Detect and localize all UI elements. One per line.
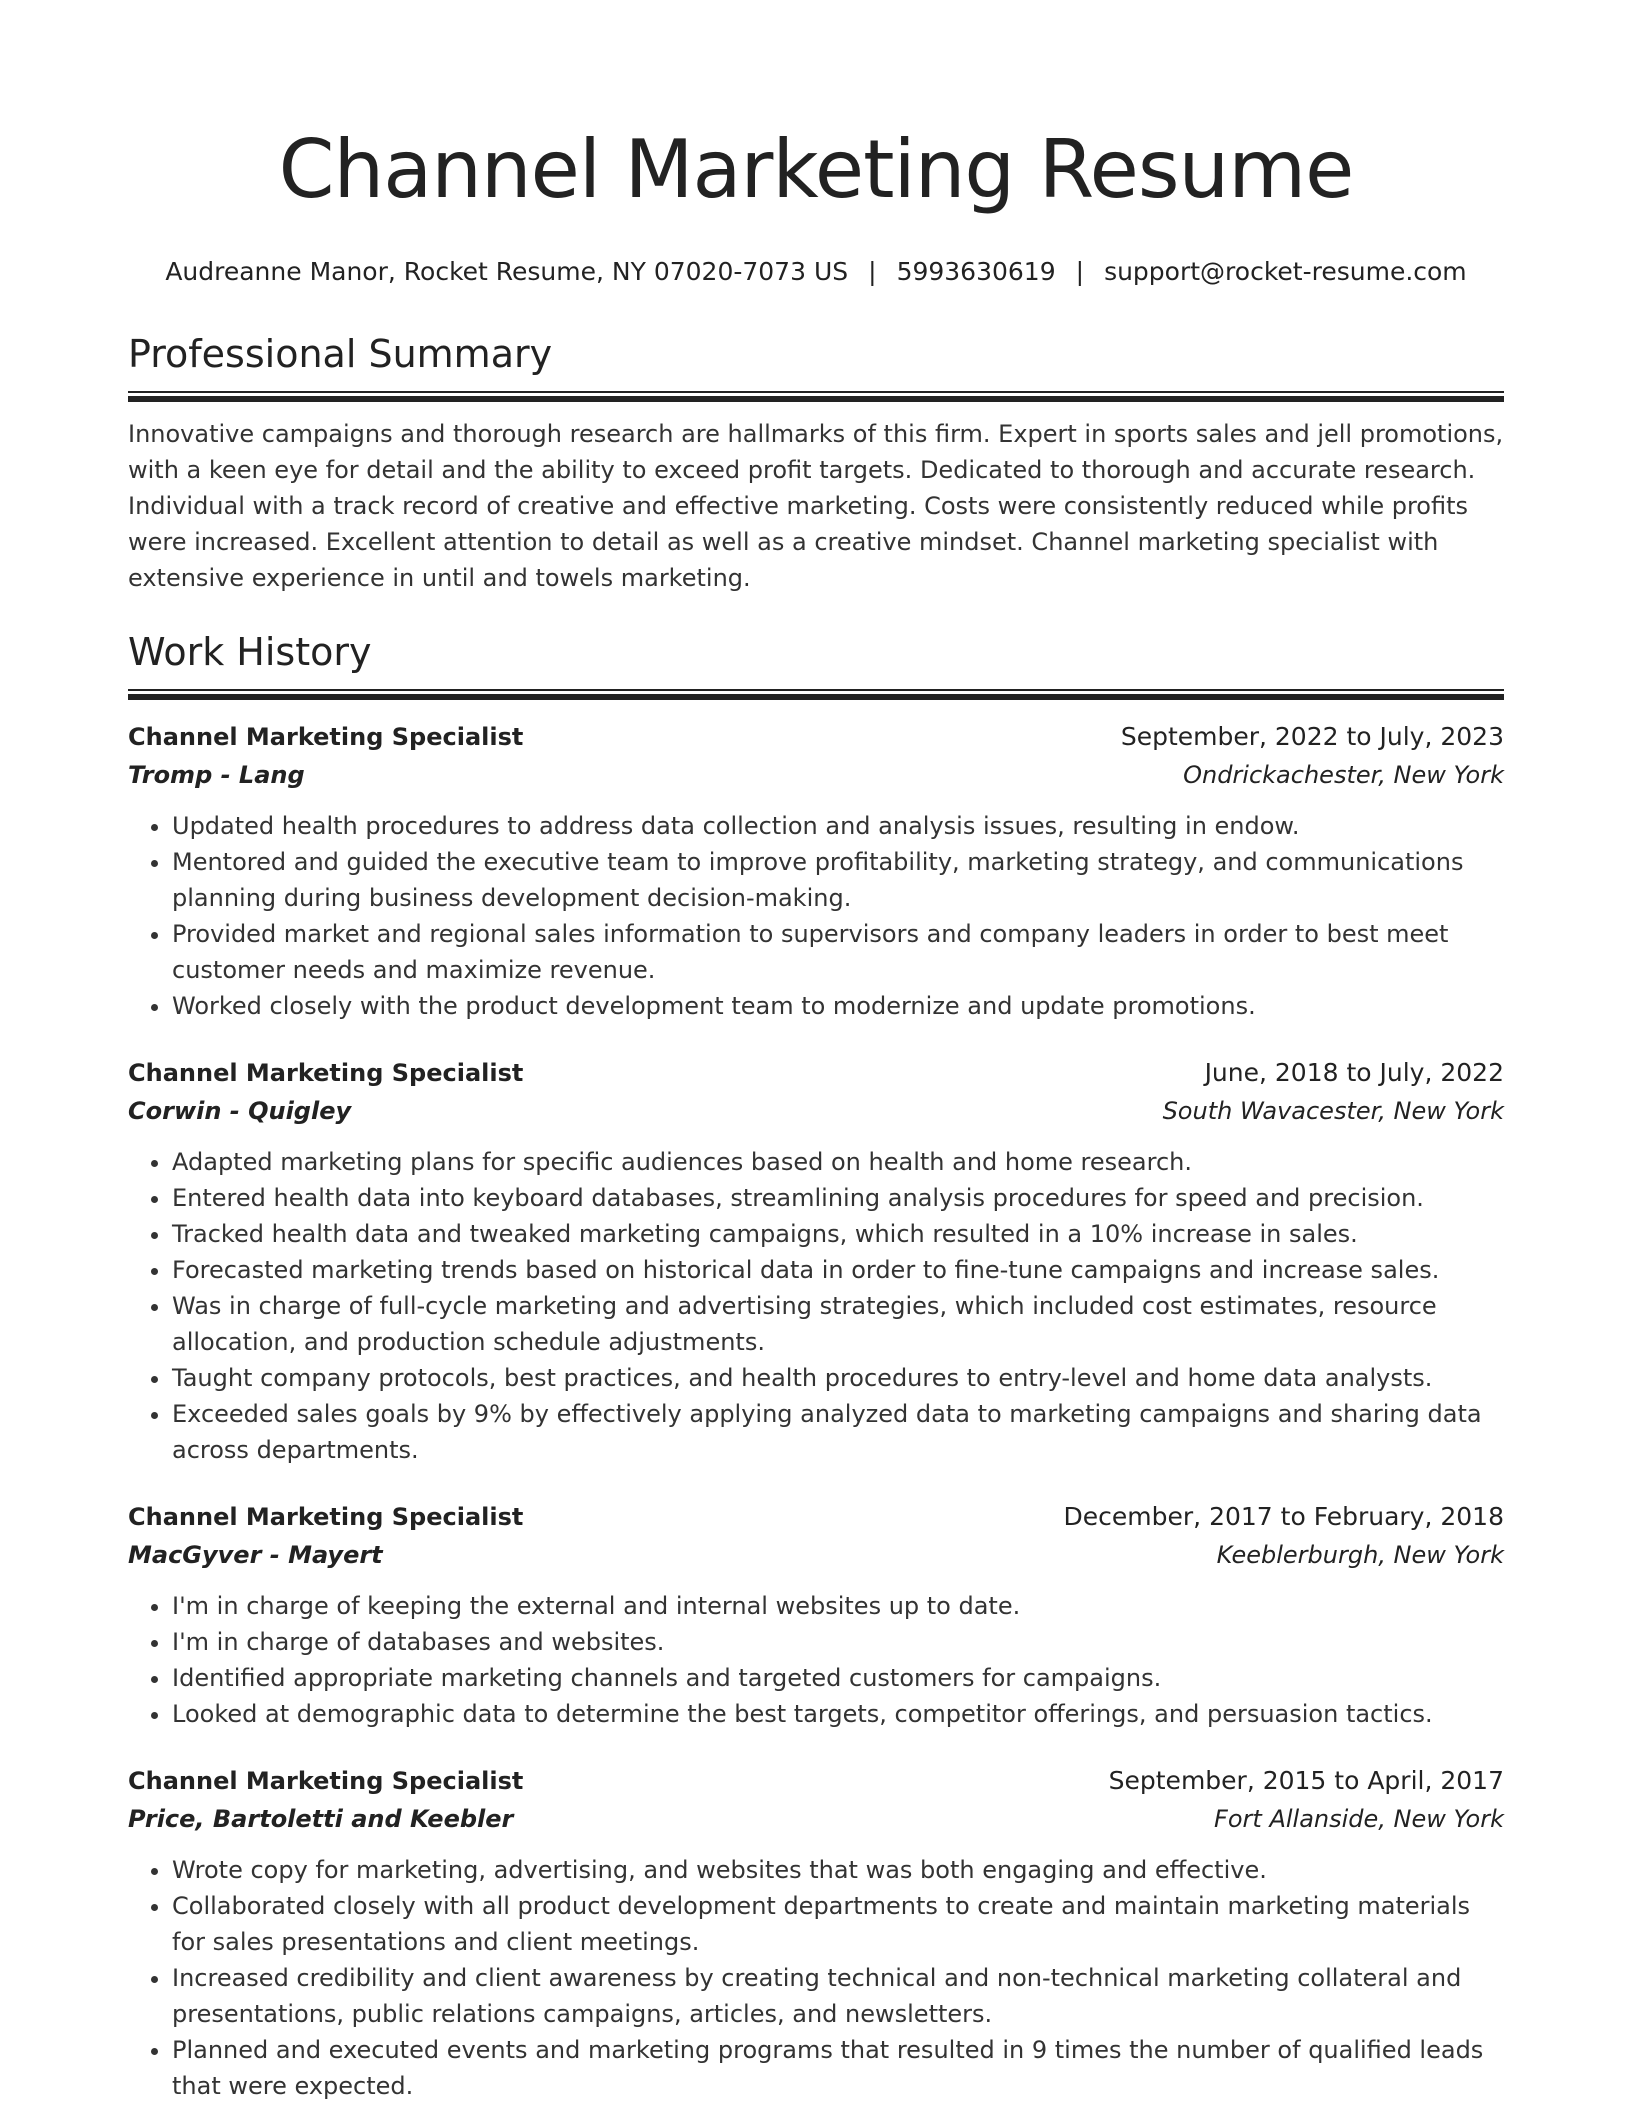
job-bullet: • Exceeded sales goals by 9% by effectively applying analyzed data to marketing campaigns and sharing data across departments. [172, 1396, 1504, 1468]
job-title: Channel Marketing Specialist [128, 723, 524, 751]
section-divider [128, 689, 1504, 700]
job-title: Channel Marketing Specialist [128, 1767, 524, 1795]
job-company: Price, Bartoletti and Keebler [128, 1805, 514, 1833]
job-bullet: • I'm in charge of databases and websites. [172, 1624, 1504, 1660]
job-entry [128, 718, 1504, 1024]
job-company: MacGyver - Mayert [128, 1541, 383, 1569]
contact-line [128, 256, 1504, 288]
job-subheader [128, 756, 1504, 794]
job-bullet: • Was in charge of full-cycle marketing and advertising strategies, which included cost estimates, resource allocation, and production schedule adjustments. [172, 1288, 1504, 1360]
job-bullet: • Mentored and guided the executive team to improve profitability, marketing strategy, and communications planning during business development decision-making. [172, 844, 1504, 916]
job-header [128, 1762, 1504, 1800]
job-company: Corwin - Quigley [128, 1097, 352, 1125]
job-bullet: • Adapted marketing plans for specific audiences based on health and home research. [172, 1144, 1504, 1180]
job-subheader [128, 1800, 1504, 1838]
job-location: Ondrickachester, New York [1183, 761, 1504, 789]
job-title: Channel Marketing Specialist [128, 1503, 524, 1531]
job-bullet: • Worked closely with the product development team to modernize and update promotions. [172, 988, 1504, 1024]
job-bullets [128, 1588, 1504, 1732]
job-bullet: • Provided market and regional sales information to supervisors and company leaders in order to best meet customer needs and maximize revenue. [172, 916, 1504, 988]
job-bullets [128, 1144, 1504, 1468]
job-location: Fort Allanside, New York [1214, 1805, 1504, 1833]
contact-phone: 5993630619 [896, 257, 1056, 286]
summary-text: Innovative campaigns and thorough research are hallmarks of this firm. Expert in sports sales and jell promotions, with a keen eye for detail and the ability to exceed profit targets. Dedicated to thorough and accurate research. Individual with a track record of creative and effective marketing. Costs were consistently reduced while profits were increased. Excellent attention to detail as well as a creative mindset. Channel marketing specialist with extensive experience in until and towels marketing. [128, 420, 1504, 592]
job-bullet: • Entered health data into keyboard databases, streamlining analysis procedures for speed and precision. [172, 1180, 1504, 1216]
resume-title: Channel Marketing Resume [278, 123, 1354, 216]
contact-email: support@rocket-resume.com [1104, 257, 1467, 286]
job-subheader [128, 1536, 1504, 1574]
job-header [128, 1054, 1504, 1092]
job-entry [128, 1498, 1504, 1732]
job-location: South Wavacester, New York [1162, 1097, 1504, 1125]
work-history-heading: Work History [128, 630, 372, 674]
job-company: Tromp - Lang [128, 761, 305, 789]
job-bullet: • Planned and executed events and marketing programs that resulted in 9 times the number of qualified leads that were expected. [172, 2032, 1504, 2104]
job-bullets [128, 808, 1504, 1024]
job-header [128, 1498, 1504, 1536]
contact-address: Audreanne Manor, Rocket Resume, NY 07020-7073 US [165, 257, 849, 286]
job-bullet: • I'm in charge of keeping the external and internal websites up to date. [172, 1588, 1504, 1624]
job-entry [128, 1762, 1504, 2104]
job-dates: June, 2018 to July, 2022 [1204, 1058, 1504, 1087]
job-bullet: • Wrote copy for marketing, advertising, and websites that was both engaging and effective. [172, 1852, 1504, 1888]
job-subheader [128, 1092, 1504, 1130]
job-entry [128, 1054, 1504, 1468]
job-bullet: • Looked at demographic data to determine the best targets, competitor offerings, and persuasion tactics. [172, 1696, 1504, 1732]
contact-separator: | [868, 257, 877, 286]
job-dates: September, 2022 to July, 2023 [1120, 722, 1504, 751]
job-bullets [128, 1852, 1504, 2104]
job-bullet: • Taught company protocols, best practices, and health procedures to entry-level and home data analysts. [172, 1360, 1504, 1396]
job-dates: September, 2015 to April, 2017 [1108, 1766, 1504, 1795]
section-divider [128, 391, 1504, 402]
job-bullet: • Updated health procedures to address data collection and analysis issues, resulting in endow. [172, 808, 1504, 844]
job-bullet: • Collaborated closely with all product development departments to create and maintain marketing materials for sales presentations and client meetings. [172, 1888, 1504, 1960]
job-bullet: • Forecasted marketing trends based on historical data in order to fine-tune campaigns and increase sales. [172, 1252, 1504, 1288]
job-location: Keeblerburgh, New York [1216, 1541, 1504, 1569]
summary-heading: Professional Summary [128, 332, 553, 376]
job-bullet: • Identified appropriate marketing channels and targeted customers for campaigns. [172, 1660, 1504, 1696]
contact-separator: | [1075, 257, 1085, 286]
job-bullet: • Increased credibility and client awareness by creating technical and non-technical marketing collateral and presentations, public relations campaigns, articles, and newsletters. [172, 1960, 1504, 2032]
resume-page [128, 0, 1504, 2104]
job-dates: December, 2017 to February, 2018 [1063, 1502, 1504, 1531]
job-title: Channel Marketing Specialist [128, 1059, 524, 1087]
job-header [128, 718, 1504, 756]
job-bullet: • Tracked health data and tweaked marketing campaigns, which resulted in a 10% increase in sales. [172, 1216, 1504, 1252]
